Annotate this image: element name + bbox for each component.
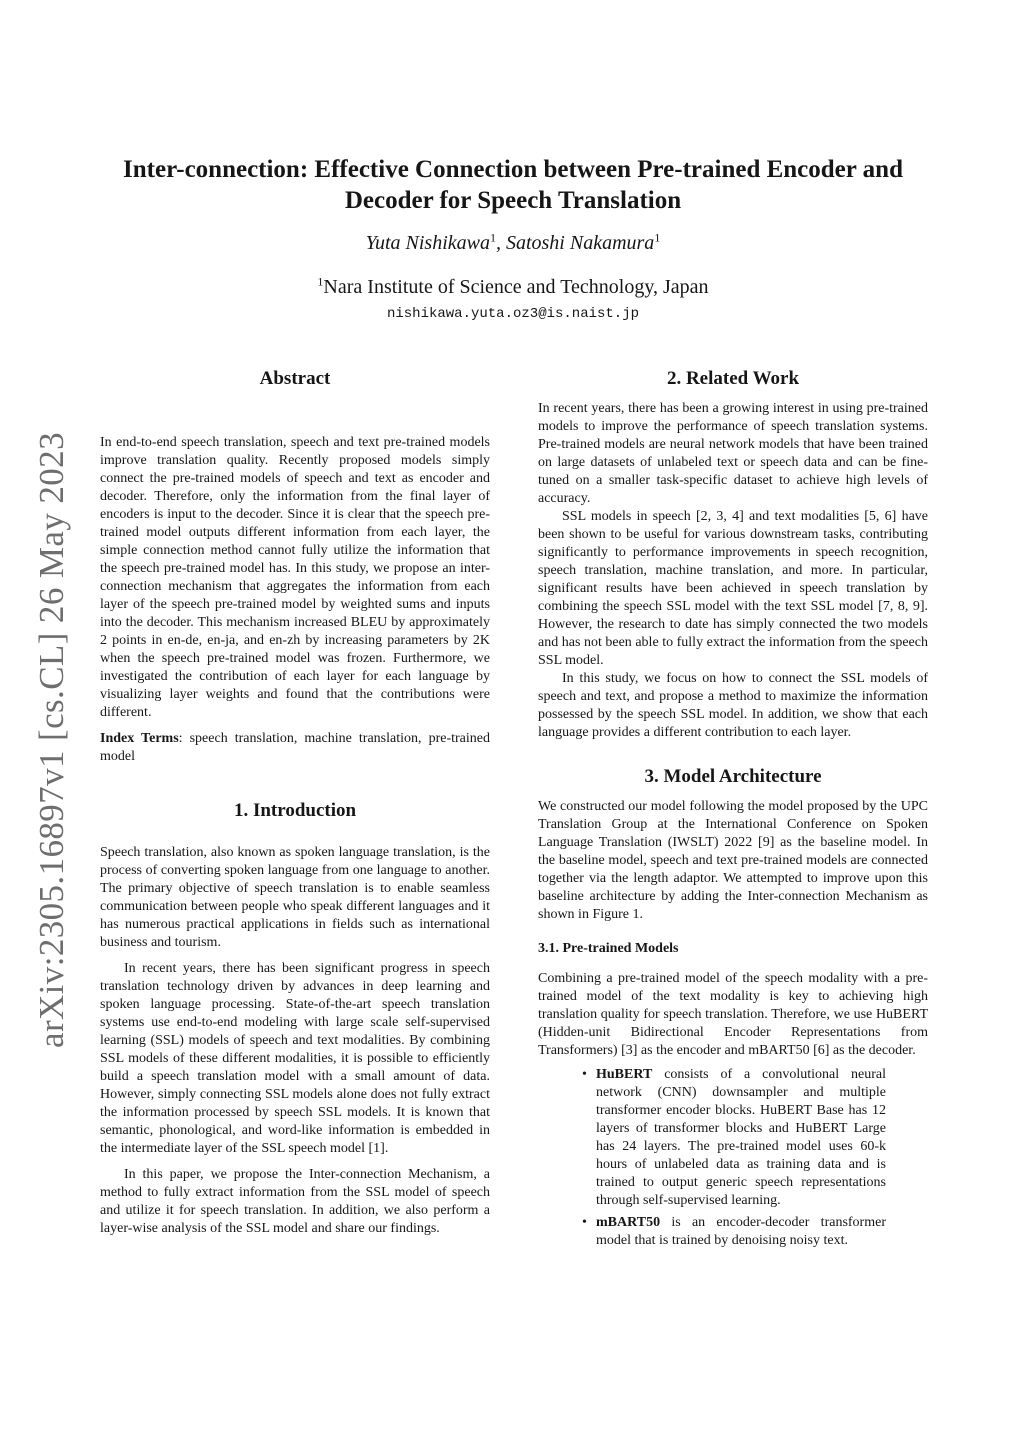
- intro-paragraph: Speech translation, also known as spoken language translation, is the process of converting spoken language from one language to another. The primary objective of speech translation is to enable seamless communication between people who speak different languages and it has numerous practical applications in fields such as international business and tourism.: [100, 845, 490, 950]
- right-column: [538, 366, 928, 1254]
- author-email: nishikawa.yuta.oz3@is.naist.jp: [386, 306, 640, 322]
- author-name: Yuta Nishikawa: [365, 232, 490, 254]
- intro-paragraph: In this paper, we propose the Inter-connection Mechanism, a method to fully extract information from the SSL model of speech and utilize it for speech translation. In addition, we also perform a layer-wise analysis of the SSL model and share our findings.: [100, 1167, 490, 1236]
- bullet-text: consists of a convolutional neural network (CNN) downsampler and multiple transformer encoder blocks. HuBERT Base has 12 layers of transformer blocks and HuBERT Large has 24 layers. The pre-trained model uses 60-k hours of unlabeled data as training data and is trained to output generic speech representations through self-supervised learning.: [596, 1067, 886, 1208]
- author-list: [100, 232, 926, 255]
- affiliation-mark: 1: [654, 230, 661, 245]
- related-work-paragraph: SSL models in speech [2, 3, 4] and text modalities [5, 6] have been shown to be useful for various downstream tasks, contributing significantly to performance improvements in speech recognition, speech translation, machine translation, and more. In particular, significant results have been achieved in speech translation by combining the speech SSL model with the text SSL model [7, 8, 9]. However, the research to date has simply connected the two models and has not been able to fully extract the information from the speech SSL model.: [538, 509, 928, 668]
- bullet-term: mBART50: [596, 1215, 661, 1230]
- author-separator: ,: [495, 232, 506, 254]
- subsection-heading-pretrained-models: 3.1. Pre-trained Models: [538, 941, 679, 956]
- bullet-marker: •: [582, 1215, 587, 1230]
- bullet-item-hubert: [582, 1066, 886, 1210]
- affiliation-mark: 1: [489, 230, 496, 245]
- affiliation: [100, 276, 926, 299]
- left-column: [100, 366, 490, 1238]
- section-heading-related-work: 2. Related Work: [666, 368, 800, 389]
- bullet-item-mbart50: [582, 1214, 886, 1250]
- index-terms: [100, 730, 490, 766]
- model-paragraph: Combining a pre-trained model of the speech modality with a pre-trained model of the text modality is key to achieving high translation quality for speech translation. Therefore, we use HuBERT (Hidden-unit Bidirectional Encoder Representations from Transformers) [3] as the encoder and mBART50 [6] as the decoder.: [538, 971, 928, 1058]
- model-bullet-list: [582, 1066, 886, 1250]
- affiliation-text: Nara Institute of Science and Technology, Japan: [323, 276, 709, 298]
- intro-paragraph: In recent years, there has been significant progress in speech translation technology driven by advances in deep learning and spoken language processing. State-of-the-art speech translation systems use end-to-end modeling with large scale self-supervised learning (SSL) models of speech and text modalities. By combining SSL models of these different modalities, it is possible to efficiently build a speech translation model with a small amount of data. However, simply connecting SSL models alone does not fully extract the information processed by speech SSL models. It is known that semantic, phonological, and word-like information is embedded in the intermediate layer of the SSL speech model [1].: [100, 961, 490, 1156]
- section-heading-introduction: 1. Introduction: [233, 800, 357, 821]
- paper-title: Inter-connection: Effective Connection between Pre-trained Encoder and Decoder for Speech Translation: [123, 156, 903, 214]
- abstract-text: In end-to-end speech translation, speech and text pre-trained models improve translation quality. Recently proposed models simply connect the pre-trained models of speech and text as encoder and decoder. Therefore, only the information from the final layer of encoders is input to the decoder. Since it is clear that the speech pre-trained model outputs different information from each layer, the simple connection method cannot fully utilize the information that the speech pre-trained model has. In this study, we propose an inter-connection mechanism that aggregates the information from each layer of the speech pre-trained model by weighted sums and inputs into the decoder. This mechanism increased BLEU by approximately 2 points in en-de, en-ja, and en-zh by increasing parameters by 2K when the speech pre-trained model was frozen. Furthermore, we investigated the contribution of each layer for each language by visualizing layer weights and found that the contributions were different.: [100, 435, 490, 720]
- related-work-paragraph: In recent years, there has been a growing interest in using pre-trained models to improve the performance of speech translation systems. Pre-trained models are neural network models that have been trained on large datasets of unlabeled text or speech data and can be fine-tuned on a smaller task-specific dataset to achieve high levels of accuracy.: [538, 401, 928, 506]
- index-terms-label: Index Terms: [100, 731, 179, 746]
- section-heading-model-architecture: 3. Model Architecture: [644, 766, 822, 787]
- abstract-heading: Abstract: [259, 368, 331, 389]
- related-work-paragraph: In this study, we focus on how to connect the SSL models of speech and text, and propose a method to maximize the information possessed by the speech SSL model. In addition, we show that each language provides a different contribution to each layer.: [538, 671, 928, 740]
- arxiv-identifier-stamp: arXiv:2305.16897v1 [cs.CL] 26 May 2023: [32, 432, 71, 1048]
- bullet-marker: •: [582, 1067, 587, 1082]
- model-paragraph: We constructed our model following the model proposed by the UPC Translation Group at the International Conference on Spoken Language Translation (IWSLT) 2022 [9] as the baseline model. In the baseline model, speech and text pre-trained models are connected together via the length adaptor. We attempted to improve upon this baseline architecture by adding the Inter-connection Mechanism as shown in Figure 1.: [538, 799, 928, 922]
- index-terms-text: : speech translation, machine translation, pre-trained model: [100, 731, 490, 764]
- affiliation-mark: 1: [317, 274, 324, 289]
- bullet-term: HuBERT: [596, 1067, 653, 1082]
- bullet-text: is an encoder-decoder transformer model that is trained by denoising noisy text.: [596, 1215, 886, 1248]
- author-name: Satoshi Nakamura: [505, 232, 655, 254]
